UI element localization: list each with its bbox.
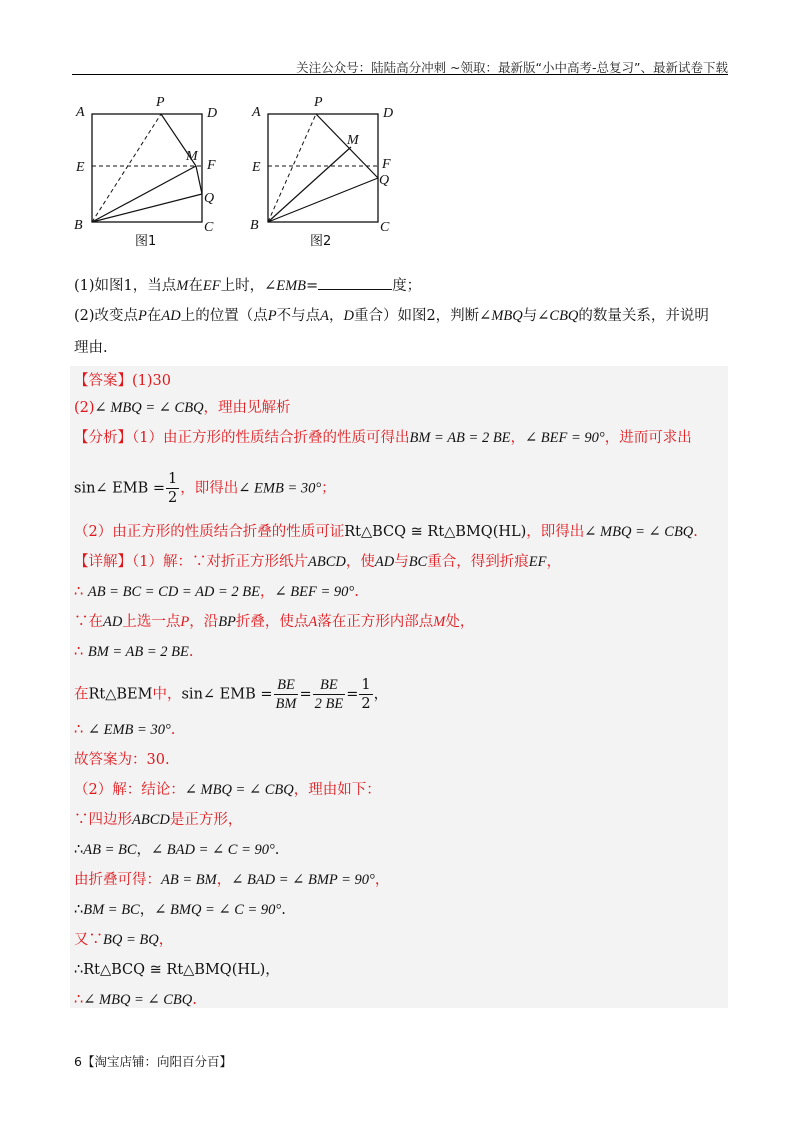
fig1-label-m: M xyxy=(186,149,198,164)
question-2-line-1: (2)改变点P在AD上的位置（点P不与点A，D重合）如图2，判断∠MBQ与∠CBQ的数量关系，并说明 xyxy=(74,308,709,324)
fig2-label-d: D xyxy=(383,106,394,121)
fig1-label-d: D xyxy=(207,106,218,121)
analysis-line-2: sin∠ EMB = $\frac{1}{2}$ ，即得出∠ EMB = 30°； xyxy=(74,471,336,506)
fig1-label-e: E xyxy=(76,160,85,175)
detail-line-5: 在Rt△BEM中，sin∠ EMB = $\frac{BE}{BM}$ = $\frac{BE}{2 BE}$ = $\frac{1}{2}$ ， xyxy=(74,677,389,712)
fig2-caption: 图2 xyxy=(310,234,332,249)
fig2-label-c: C xyxy=(380,220,390,235)
analysis-line-3: （2）由正方形的性质结合折叠的性质可证Rt△BCQ ≅ Rt△BMQ(HL)，即得出∠ MBQ = ∠ CBQ. xyxy=(74,524,698,540)
detail-line-15: ∴∠ MBQ = ∠ CBQ. xyxy=(74,992,197,1008)
analysis-line-1: 【分析】（1）由正方形的性质结合折叠的性质可得出BM = AB = 2 BE，∠ BEF = 90°，进而可求出 xyxy=(74,430,692,446)
question-2-line-2: 理由. xyxy=(74,340,108,356)
fig1-label-f: F xyxy=(207,158,216,173)
page-footer: 6【淘宝店铺：向阳百分百】 xyxy=(74,1054,232,1069)
fig2-label-f: F xyxy=(382,157,391,172)
fig2-label-e: E xyxy=(252,160,261,175)
fig2-label-q: Q xyxy=(379,173,390,188)
answer-2: (2)∠ MBQ = ∠ CBQ，理由见解析 xyxy=(74,400,291,416)
fig1-caption: 图1 xyxy=(135,234,157,249)
fig1-label-b: B xyxy=(74,218,83,233)
detail-line-13: 又∵BQ = BQ， xyxy=(74,932,174,948)
detail-line-7: 故答案为：30. xyxy=(74,752,170,768)
header-rule xyxy=(72,74,728,75)
fig2-label-a: A xyxy=(252,105,261,120)
detail-line-2: ∴ AB = BC = CD = AD = 2 BE，∠ BEF = 90°. xyxy=(74,584,359,600)
fig2-label-b: B xyxy=(250,218,259,233)
fig1-label-c: C xyxy=(204,220,214,235)
detail-line-9: ∵四边形ABCD是正方形， xyxy=(74,812,243,828)
detail-line-6: ∴ ∠ EMB = 30°. xyxy=(74,722,176,738)
page-header: 关注公众号：陆陆高分冲刺 ~领取：最新版“小中高考-总复习”、最新试卷下载 xyxy=(296,60,728,75)
detail-line-8: （2）解：结论：∠ MBQ = ∠ CBQ，理由如下： xyxy=(74,782,381,798)
detail-line-11: 由折叠可得：AB = BM，∠ BAD = ∠ BMP = 90°， xyxy=(74,872,390,888)
answer-blank xyxy=(318,275,392,290)
figure-1 xyxy=(74,95,217,249)
detail-line-12: ∴BM = BC，∠ BMQ = ∠ C = 90°. xyxy=(74,902,286,918)
fig1-label-a: A xyxy=(76,105,85,120)
detail-line-4: ∴ BM = AB = 2 BE. xyxy=(74,644,194,660)
detail-line-3: ∵在AD上选一点P，沿BP折叠，使点A落在正方形内部点M处， xyxy=(74,614,475,630)
fig1-label-q: Q xyxy=(204,191,215,206)
detail-line-1: 【详解】（1）解：∵对折正方形纸片ABCD，使AD与BC重合，得到折痕EF， xyxy=(74,554,561,570)
detail-line-10: ∴AB = BC，∠ BAD = ∠ C = 90°. xyxy=(74,842,280,858)
fig2-label-p: P xyxy=(314,95,323,110)
figure-2 xyxy=(250,95,393,249)
detail-line-14: ∴Rt△BCQ ≅ Rt△BMQ(HL)， xyxy=(74,962,280,978)
answer-heading: 【答案】(1)30 xyxy=(74,373,171,389)
fig2-label-m: M xyxy=(347,133,359,148)
fig1-label-p: P xyxy=(156,95,165,110)
question-1: (1)如图1，当点M在EF上时，∠EMB= 度； xyxy=(74,275,421,296)
geometry-figures xyxy=(70,92,410,252)
